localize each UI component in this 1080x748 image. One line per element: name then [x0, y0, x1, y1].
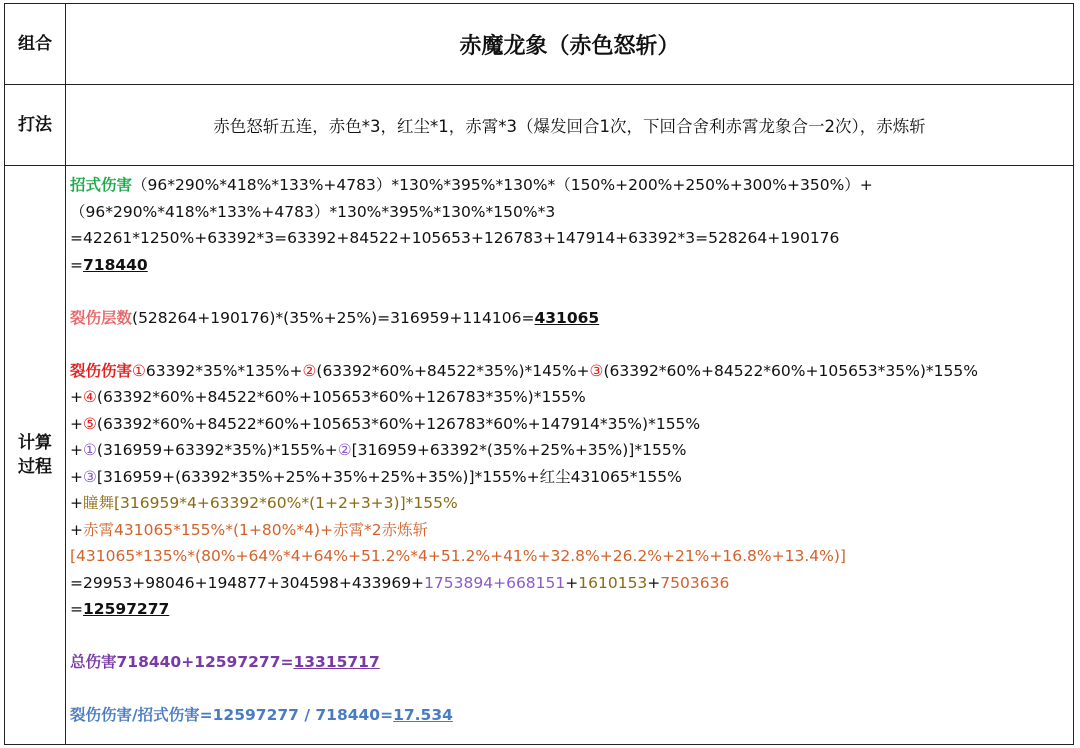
calc-fragment: +	[70, 494, 83, 512]
calc-fragment: +	[70, 467, 83, 486]
calc-line	[70, 199, 1073, 226]
calc-fragment: 招式伤害	[70, 176, 133, 194]
calc-fragment: [316959+63392*(35%+25%+35%)]*155%	[351, 441, 687, 459]
calc-fragment: 1610153	[578, 573, 648, 592]
calc-fragment: 718440	[83, 255, 148, 274]
calc-fragment: ③	[589, 361, 604, 380]
combo-title: 赤魔龙象（赤色怒斩）	[66, 4, 1074, 85]
label-calc-line1: 计算	[18, 433, 52, 453]
calc-line	[70, 384, 1073, 411]
calc-line	[70, 305, 1073, 332]
calc-line	[70, 358, 1073, 385]
calc-line	[70, 570, 1073, 597]
method-text: 赤色怒斩五连，赤色*3，红尘*1，赤霄*3（爆发回合1次，下回合舍利赤霄龙象合一2次），赤炼斩	[66, 85, 1074, 166]
calc-fragment: =29953+98046+194877+304598+433969+	[70, 573, 425, 592]
calc-fragment: =	[70, 255, 83, 274]
calc-fragment: +	[70, 414, 83, 433]
calc-fragment: +	[647, 573, 661, 592]
calc-fragment: (528264+190176)*(35%+25%)=316959+114106=	[132, 308, 535, 327]
calc-spacer	[70, 676, 1073, 703]
row-combo	[5, 4, 1074, 85]
row-method	[5, 85, 1074, 166]
label-calc-line2: 过程	[18, 457, 52, 477]
calc-line	[70, 172, 1073, 199]
calc-spacer	[70, 623, 1073, 650]
calc-line	[70, 252, 1073, 279]
calc-spacer	[70, 278, 1073, 305]
calc-fragment: +	[565, 573, 579, 592]
row-calc	[5, 166, 1074, 745]
calc-line	[70, 517, 1073, 544]
calc-fragment: =42261*1250%+63392*3=63392+84522+105653+126783+147914+63392*3=528264+190176	[70, 229, 840, 247]
calc-fragment: =	[70, 600, 83, 618]
calc-fragment: 12597277	[83, 600, 170, 618]
calc-fragment: 裂伤伤害	[70, 361, 133, 380]
calc-process	[66, 166, 1074, 745]
calc-line	[70, 649, 1073, 676]
label-calc	[5, 166, 66, 745]
calc-fragment: (63392*60%+84522*60%+105653*35%)*155%	[603, 361, 978, 380]
calc-fragment: 17.534	[393, 706, 453, 724]
calc-fragment: 63392*35%*135%+	[145, 361, 303, 380]
label-combo: 组合	[5, 4, 66, 85]
calc-line	[70, 225, 1073, 252]
calc-line	[70, 490, 1073, 517]
calc-fragment: 7503636	[660, 573, 730, 592]
calc-fragment: 13315717	[293, 653, 380, 671]
calc-fragment: +	[70, 388, 83, 406]
calc-fragment: 裂伤层数	[70, 308, 133, 327]
calc-fragment: （96*290%*418%*133%+4783）*130%*395%*130%*150%*3	[70, 202, 556, 221]
calc-fragment: ④	[83, 388, 97, 406]
calc-fragment: 总伤害718440+12597277=	[70, 653, 294, 671]
calc-fragment: 裂伤伤害/招式伤害=12597277 / 718440=	[70, 706, 394, 724]
calc-fragment: 1753894+668151	[424, 573, 566, 592]
calc-line	[70, 464, 1073, 491]
calc-fragment: 赤霄431065*155%*(1+80%*4)+赤霄*2赤炼斩	[83, 520, 429, 539]
calc-line	[70, 543, 1073, 570]
calc-fragment: ②	[337, 441, 352, 459]
calc-fragment: (63392*60%+84522*60%+105653*60%+126783*35%)*155%	[96, 388, 586, 406]
label-method: 打法	[5, 85, 66, 166]
calc-fragment: [431065*135%*(80%+64%*4+64%+51.2%*4+51.2%+41%+32.8%+26.2%+21%+16.8%+13.4%)]	[70, 547, 846, 565]
calc-fragment: 瞳舞[316959*4+63392*60%*(1+2+3+3)]*155%	[83, 494, 458, 512]
calc-fragment: ①	[132, 361, 146, 380]
calc-fragment: ①	[83, 441, 97, 459]
calc-fragment: (63392*60%+84522*60%+105653*60%+126783*60%+147914*35%)*155%	[96, 414, 701, 433]
calc-line	[70, 702, 1073, 729]
calc-line	[70, 596, 1073, 623]
calc-fragment: (316959+63392*35%)*155%+	[96, 441, 338, 459]
calc-fragment: ③	[83, 467, 97, 486]
calc-line	[70, 411, 1073, 438]
calc-spacer	[70, 331, 1073, 358]
build-table	[4, 3, 1074, 745]
calc-fragment: (63392*60%+84522*35%)*145%+	[316, 361, 590, 380]
calc-fragment: ②	[302, 361, 317, 380]
calc-fragment: +	[70, 441, 83, 459]
calc-fragment: 431065	[534, 308, 600, 327]
calc-line	[70, 437, 1073, 464]
calc-fragment: [316959+(63392*35%+25%+35%+25%+35%)]*155%+红尘431065*155%	[96, 467, 682, 486]
calc-fragment: （96*290%*418%*133%+4783）*130%*395%*130%*（150%+200%+250%+300%+350%）+	[132, 176, 873, 194]
calc-fragment: +	[70, 520, 83, 539]
calc-fragment: ⑤	[83, 414, 97, 433]
